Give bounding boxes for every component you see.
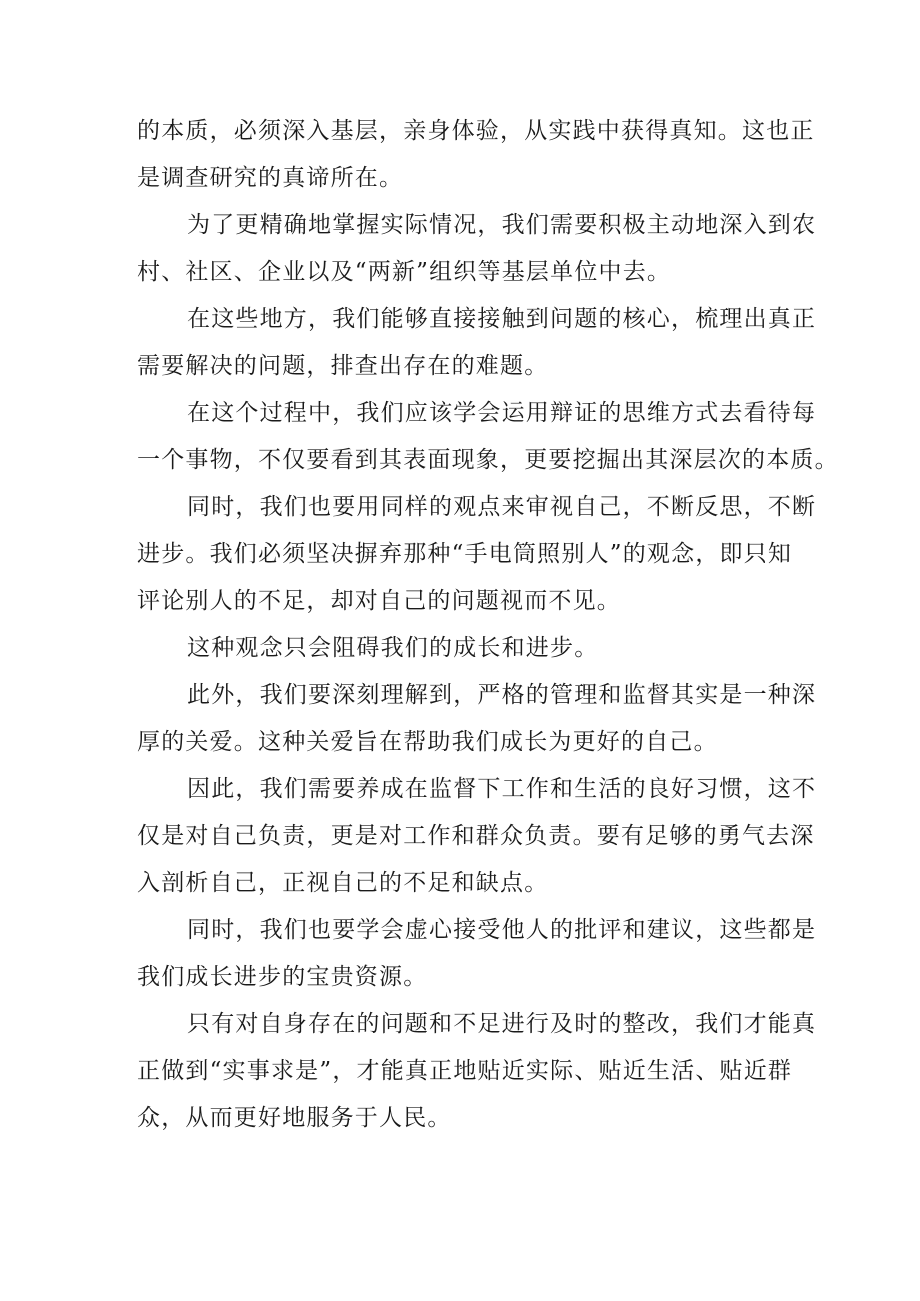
paragraph [137,484,817,625]
paragraph-line: 在这些地方，我们能够直接接触到问题的核心，梳理出真正 [187,306,817,332]
document-body [137,108,839,1142]
paragraph [137,625,793,672]
paragraph-line: 需要解决的问题，排查出存在的难题。 [137,353,549,379]
paragraph-line: 我们成长进步的宝贵资源。 [137,964,428,990]
paragraph [137,108,815,202]
paragraph [137,296,817,390]
paragraph-line: 在这个过程中，我们应该学会运用辩证的思维方式去看待每 [187,400,817,426]
paragraph-line: 正做到“实事求是”，才能真正地贴近实际、贴近生活、贴近群 [137,1058,793,1084]
paragraph [137,390,839,484]
paragraph-line: 同时，我们也要用同样的观点来审视自己，不断反思，不断 [187,494,817,520]
paragraph-line: 进步。我们必须坚决摒弃那种“手电筒照别人”的观念，即只知 [137,541,793,567]
paragraph-line: 此外，我们要深刻理解到，严格的管理和监督其实是一种深 [187,682,817,708]
paragraph-line: 只有对自身存在的问题和不足进行及时的整改，我们才能真 [187,1011,817,1037]
paragraph-line: 同时，我们也要学会虚心接受他人的批评和建议，这些都是 [187,917,817,943]
paragraph [137,907,817,1001]
paragraph [137,202,817,296]
paragraph-line: 的本质，必须深入基层，亲身体验，从实践中获得真知。这也正 [137,118,815,144]
paragraph-line: 村、社区、企业以及“两新”组织等基层单位中去。 [137,259,672,285]
paragraph-line: 厚的关爱。这种关爱旨在帮助我们成长为更好的自己。 [137,729,718,755]
paragraph-line: 一个事物，不仅要看到其表面现象，更要挖掘出其深层次的本质。 [137,447,839,473]
paragraph-line: 是调查研究的真谛所在。 [137,165,404,191]
paragraph [137,766,817,907]
paragraph-line: 因此，我们需要养成在监督下工作和生活的良好习惯，这不 [187,776,817,802]
paragraph [137,1001,817,1142]
paragraph-line: 众，从而更好地服务于人民。 [137,1105,452,1131]
paragraph-line: 为了更精确地掌握实际情况，我们需要积极主动地深入到农 [187,212,817,238]
paragraph-line: 这种观念只会阻碍我们的成长和进步。 [187,635,599,661]
paragraph-line: 入剖析自己，正视自己的不足和缺点。 [137,870,549,896]
paragraph-line: 仅是对自己负责，更是对工作和群众负责。要有足够的勇气去深 [137,823,815,849]
paragraph [137,672,817,766]
paragraph-line: 评论别人的不足，却对自己的问题视而不见。 [137,588,621,614]
